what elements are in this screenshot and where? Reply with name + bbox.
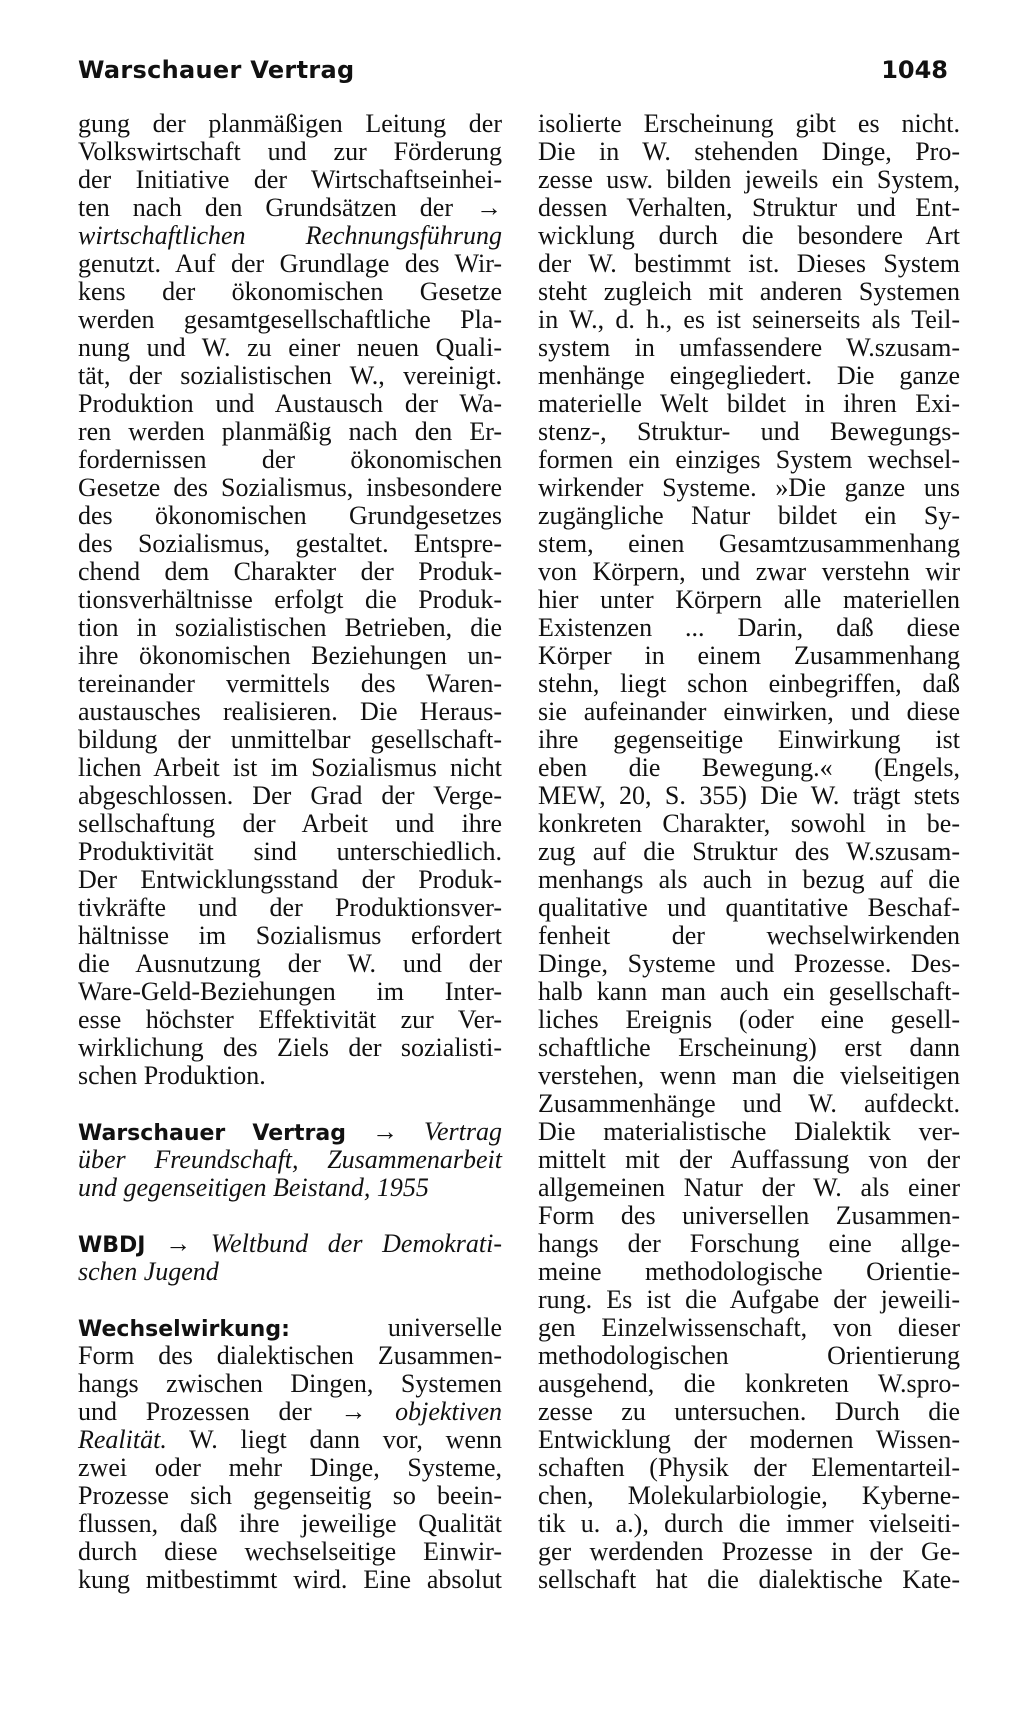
text-line: die Ausnutzung der W. und der (78, 949, 502, 978)
text-line: chen, Molekularbiologie, Kyberne- (538, 1481, 960, 1510)
page-number: 1048 (881, 56, 948, 84)
text-line: eben die Bewegung.« (Engels, (538, 753, 960, 782)
text-line: halb kann man auch ein gesellschaft- (538, 977, 960, 1006)
text-line: system in umfassendere W.szusam- (538, 333, 960, 362)
text-line: Ware-Geld-Beziehungen im Inter- (78, 977, 502, 1006)
text-line: Die in W. stehenden Dinge, Pro- (538, 137, 960, 166)
text-line: schaftliche Erscheinung) erst dann (538, 1033, 960, 1062)
text-line: chend dem Charakter der Produk- (78, 557, 502, 586)
text-line: dessen Verhalten, Struktur und Ent- (538, 193, 960, 222)
text-fragment: universelle (387, 1313, 502, 1342)
text-line: zugängliche Natur bildet ein Sy- (538, 501, 960, 530)
text-line: hangs zwischen Dingen, Systemen (78, 1369, 502, 1398)
text-line: stehn, liegt schon einbegriffen, daß (538, 669, 960, 698)
text-line: steht zugleich mit anderen Systemen (538, 277, 960, 306)
cross-reference-link[interactable]: über Freundschaft, Zusammenarbeit (78, 1145, 502, 1174)
entry-warschauer-vertrag (78, 1118, 502, 1202)
cross-reference-link[interactable]: wirtschaftlichen Rechnungsführung (78, 221, 502, 250)
text-line: hier unter Körpern alle materiellen (538, 585, 960, 614)
text-line: zesse zu untersuchen. Durch die (538, 1397, 960, 1426)
text-line: genutzt. Auf der Grundlage des Wir- (78, 249, 502, 278)
text-line: rung. Es ist die Aufgabe der jeweili- (538, 1285, 960, 1314)
text-line: qualitative und quantitative Beschaf- (538, 893, 960, 922)
text-line: flussen, daß ihre jeweilige Qualität (78, 1509, 502, 1538)
text-line: mittelt mit der Auffassung von der (538, 1145, 960, 1174)
running-head: Warschauer Vertrag (78, 56, 355, 84)
text-line: der Initiative der Wirtschaftseinhei- (78, 165, 502, 194)
text-line: Volkswirtschaft und zur Förderung (78, 137, 502, 166)
text-line: formen ein einziges System wechsel- (538, 445, 960, 474)
text-line: stenz-, Struktur- und Bewegungs- (538, 417, 960, 446)
text-line: ren werden planmäßig nach den Er- (78, 417, 502, 446)
entry-wbdj (78, 1230, 502, 1286)
text-line: verstehen, wenn man die vielseitigen (538, 1061, 960, 1090)
left-column (78, 110, 502, 1594)
text-line: ausgehend, die konkreten W.spro- (538, 1369, 960, 1398)
wechselwirkung-continuation (538, 110, 960, 1594)
text-line: gung der planmäßigen Leitung der (78, 109, 502, 138)
text-fragment: W. liegt dann vor, wenn (189, 1425, 503, 1454)
arrow-icon: → (372, 1117, 398, 1146)
text-line: kung mitbestimmt wird. Eine absolut (78, 1565, 502, 1594)
text-line: Der Entwicklungsstand der Produk- (78, 865, 502, 894)
text-line: Form des dialektischen Zusammen- (78, 1341, 502, 1370)
text-line: Gesetze des Sozialismus, insbesondere (78, 473, 502, 502)
text-line: MEW, 20, S. 355) Die W. trägt stets (538, 781, 960, 810)
text-line: tionsverhältnisse erfolgt die Produk- (78, 585, 502, 614)
text-line: kens der ökonomischen Gesetze (78, 277, 502, 306)
cross-reference-link[interactable]: schen Jugend (78, 1257, 219, 1286)
text-line: Existenzen ... Darin, daß diese (538, 613, 960, 642)
text-line: lichen Arbeit ist im Sozialismus nicht (78, 753, 502, 782)
cross-reference-link[interactable]: objektiven (395, 1397, 502, 1426)
text-line: Die materialistische Dialektik ver- (538, 1117, 960, 1146)
text-line: abgeschlossen. Der Grad der Verge- (78, 781, 502, 810)
text-line: sellschaftung der Arbeit und ihre (78, 809, 502, 838)
text-line: allgemeinen Natur der W. als einer (538, 1173, 960, 1202)
text-line: materielle Welt bildet in ihren Exi- (538, 389, 960, 418)
text-line: austausches realisieren. Die Heraus- (78, 697, 502, 726)
arrow-icon: → (165, 1229, 192, 1258)
text-line: hältnisse im Sozialismus erfordert (78, 921, 502, 950)
entry-keyword: Warschauer Vertrag (78, 1121, 346, 1146)
continuation-paragraph (78, 110, 502, 1090)
text-line: nung und W. zu einer neuen Quali- (78, 333, 502, 362)
text-line: konkreten Charakter, sowohl in be- (538, 809, 960, 838)
text-line: Dinge, Systeme und Prozesse. Des- (538, 949, 960, 978)
text-line: tivkräfte und der Produktionsver- (78, 893, 502, 922)
text-line: werden gesamtgesellschaftliche Pla- (78, 305, 502, 334)
entry-wechselwirkung (78, 1314, 502, 1594)
text-line: meine methodologische Orientie- (538, 1257, 960, 1286)
text-line: ihre gegenseitige Einwirkung ist (538, 725, 960, 754)
cross-reference-link[interactable]: und gegenseitigen Beistand, 1955 (78, 1173, 429, 1202)
text-line: Form des universellen Zusammen- (538, 1201, 960, 1230)
text-line: Produktion und Austausch der Wa- (78, 389, 502, 418)
text-line: tion in sozialistischen Betrieben, die (78, 613, 502, 642)
text-line: isolierte Erscheinung gibt es nicht. (538, 109, 960, 138)
text-line: methodologischen Orientierung (538, 1341, 960, 1370)
entry-keyword: Wechselwirkung: (78, 1317, 290, 1342)
text-line: wirkender Systeme. »Die ganze uns (538, 473, 960, 502)
text-line: fenheit der wechselwirkenden (538, 921, 960, 950)
text-line: in W., d. h., es ist seinerseits als Teil- (538, 305, 960, 334)
text-line: fordernissen der ökonomischen (78, 445, 502, 474)
text-line: esse höchster Effektivität zur Ver- (78, 1005, 502, 1034)
text-line: des ökonomischen Grundgesetzes (78, 501, 502, 530)
text-line: stem, einen Gesamtzusammenhang (538, 529, 960, 558)
text-line: tik u. a.), durch die immer vielseiti- (538, 1509, 960, 1538)
text-line: ten nach den Grundsätzen der → (78, 193, 502, 222)
cross-reference-link[interactable]: Weltbund der Demokrati- (210, 1229, 502, 1258)
text-line: sie aufeinander einwirken, und diese (538, 697, 960, 726)
text-line: Prozesse sich gegenseitig so beein- (78, 1481, 502, 1510)
text-line: ihre ökonomischen Beziehungen un- (78, 641, 502, 670)
text-line: menhänge eingegliedert. Die ganze (538, 361, 960, 390)
text-line: zesse usw. bilden jeweils ein System, (538, 165, 960, 194)
text-line: sellschaft hat die dialektische Kate- (538, 1565, 960, 1594)
text-line: schaften (Physik der Elementarteil- (538, 1453, 960, 1482)
text-line: wicklung durch die besondere Art (538, 221, 960, 250)
cross-reference-link[interactable]: Realität. (78, 1425, 167, 1454)
text-line: des Sozialismus, gestaltet. Entspre- (78, 529, 502, 558)
text-line: zwei oder mehr Dinge, Systeme, (78, 1453, 502, 1482)
text-line: der W. bestimmt ist. Dieses System (538, 249, 960, 278)
text-fragment: und Prozessen der → (78, 1397, 367, 1426)
text-line: tereinander vermittels des Waren- (78, 669, 502, 698)
text-line: durch diese wechselseitige Einwir- (78, 1537, 502, 1566)
text-line: zug auf die Struktur des W.szusam- (538, 837, 960, 866)
right-column (538, 110, 960, 1594)
text-line: Produktivität sind unterschiedlich. (78, 837, 502, 866)
cross-reference-link[interactable]: Vertrag (424, 1117, 503, 1146)
text-line: tät, der sozialistischen W., vereinigt. (78, 361, 502, 390)
text-line: ger werdenden Prozesse in der Ge- (538, 1537, 960, 1566)
text-line: wirklichung des Ziels der sozialisti- (78, 1033, 502, 1062)
entry-keyword: WBDJ (78, 1233, 146, 1258)
text-line: hangs der Forschung eine allge- (538, 1229, 960, 1258)
text-line: schen Produktion. (78, 1061, 266, 1090)
text-line: liches Ereignis (oder eine gesell- (538, 1005, 960, 1034)
text-line: Zusammenhänge und W. aufdeckt. (538, 1089, 960, 1118)
text-line: bildung der unmittelbar gesellschaft- (78, 725, 502, 754)
text-line: Entwicklung der modernen Wissen- (538, 1425, 960, 1454)
text-line: Körper in einem Zusammenhang (538, 641, 960, 670)
text-line: von Körpern, und zwar verstehn wir (538, 557, 960, 586)
text-line: menhangs als auch in bezug auf die (538, 865, 960, 894)
text-line: gen Einzelwissenschaft, von dieser (538, 1313, 960, 1342)
